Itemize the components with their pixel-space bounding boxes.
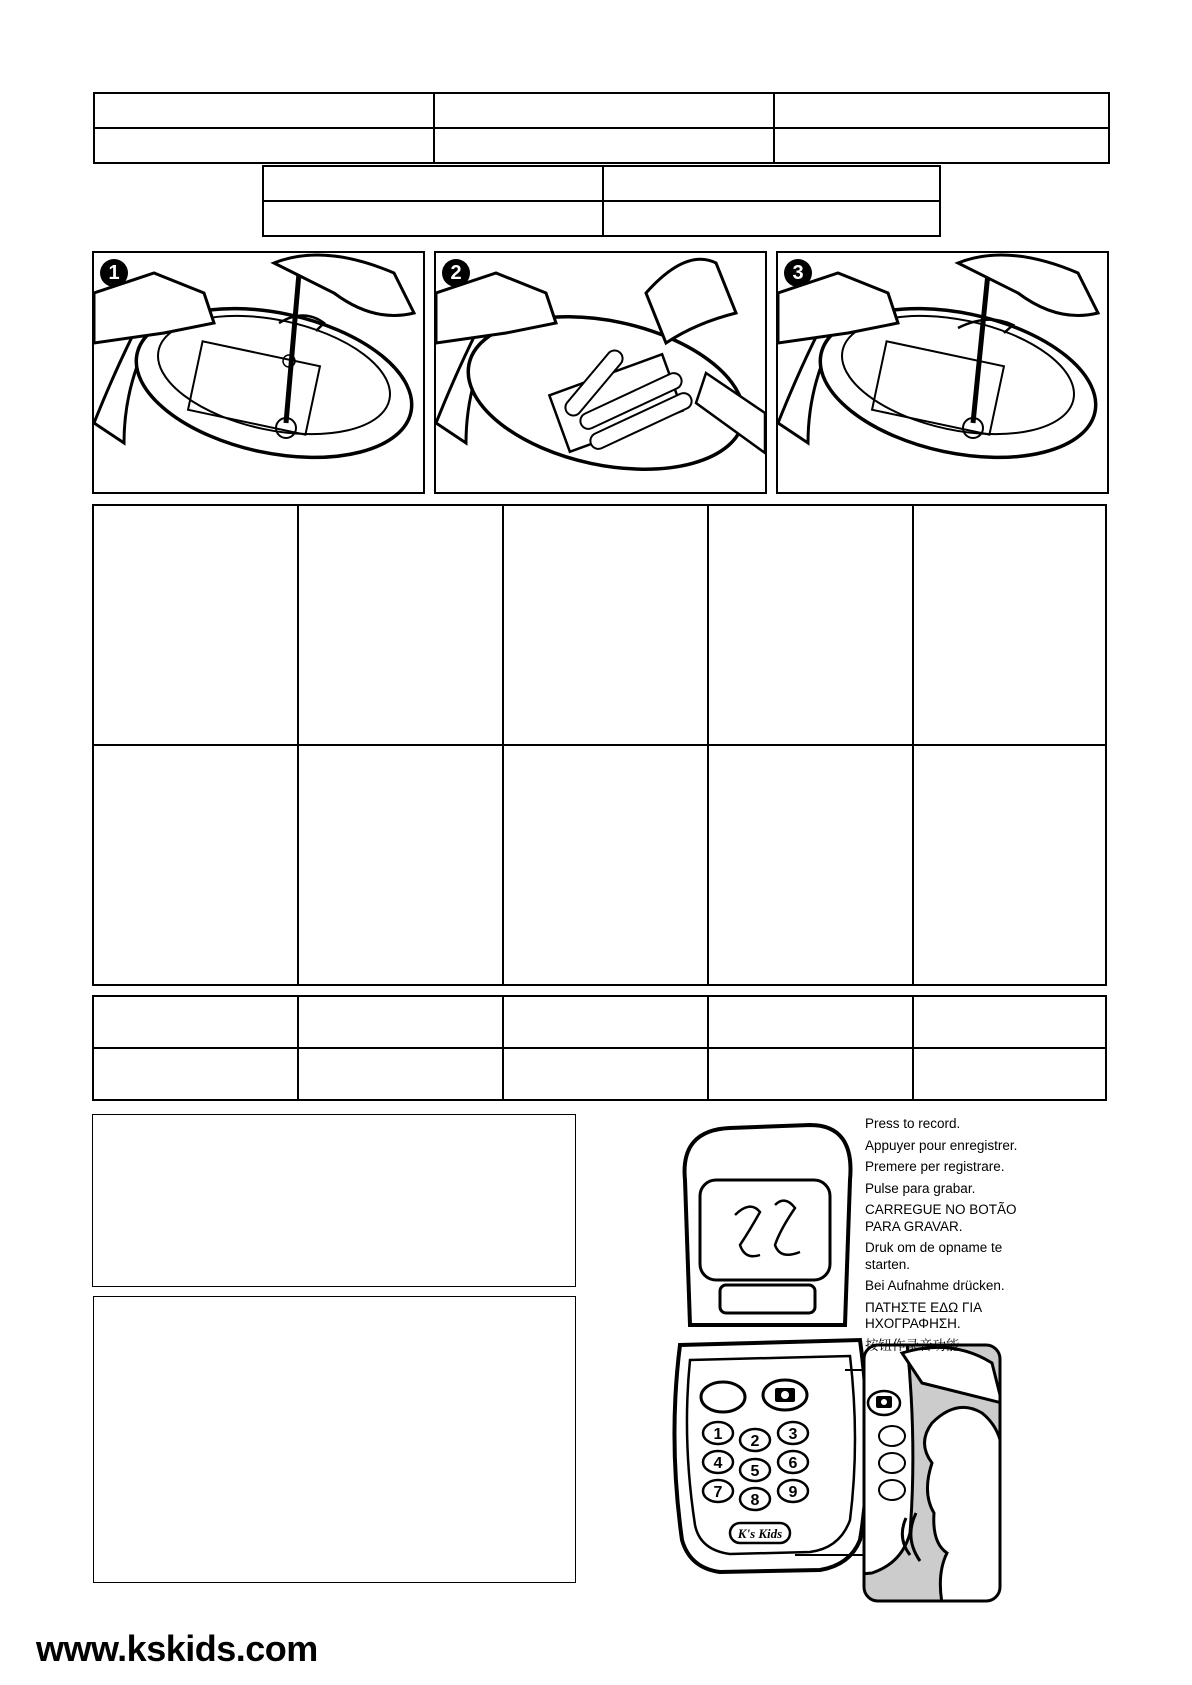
- step-2-panel: [434, 251, 767, 494]
- record-instruction-de: Bei Aufnahme drücken.: [865, 1278, 1005, 1293]
- step-1-panel: [92, 251, 425, 494]
- phone-key-4: 4: [713, 1455, 723, 1472]
- website-url[interactable]: www.kskids.com: [36, 1628, 318, 1669]
- phone-key-8: 8: [750, 1492, 760, 1509]
- step-3-number: 3: [784, 259, 812, 287]
- text-box-upper: [92, 1114, 576, 1287]
- record-instruction-el: ΠΑΤΗΣΤΕ ΕΔΩ ΓΙΑ ΗΧΟΓΡΑΦΗΣΗ.: [865, 1299, 982, 1331]
- phone-key-9: 9: [788, 1484, 798, 1501]
- phone-key-3: 3: [788, 1426, 798, 1443]
- phone-brand-logo: K's Kids: [737, 1526, 783, 1541]
- record-instruction-pt: CARREGUE NO BOTÃO PARA GRAVAR.: [865, 1202, 1017, 1234]
- phone-key-5: 5: [750, 1463, 760, 1480]
- battery-insert-icon: [436, 253, 765, 492]
- middle-table-small: [92, 995, 1107, 1101]
- step-2-number: 2: [442, 259, 470, 287]
- record-zoom-inset: [862, 1343, 1002, 1603]
- record-instruction-zh: 按钮作录音功能: [865, 1337, 960, 1353]
- phone-key-7: 7: [713, 1484, 723, 1501]
- top-table-1: [93, 92, 1110, 164]
- screwdriver-unscrew-icon: [94, 253, 423, 492]
- phone-key-6: 6: [788, 1455, 798, 1472]
- middle-table-large: [92, 504, 1107, 986]
- step-1-number: 1: [100, 259, 128, 287]
- phone-key-2: 2: [750, 1433, 760, 1450]
- record-instructions: [865, 1116, 1145, 1359]
- record-instruction-fr: Appuyer pour enregistrer.: [865, 1137, 1018, 1153]
- step-3-panel: [776, 251, 1109, 494]
- text-box-lower: [93, 1296, 576, 1583]
- record-instruction-es: Pulse para grabar.: [865, 1180, 976, 1196]
- top-table-2: [262, 165, 941, 237]
- phone-key-1: 1: [713, 1426, 723, 1443]
- record-instruction-it: Premere per registrare.: [865, 1159, 1005, 1174]
- record-instruction-en: Press to record.: [865, 1116, 961, 1131]
- screwdriver-screw-icon: [778, 253, 1107, 492]
- record-instruction-nl: Druk om de opname te starten.: [865, 1240, 1003, 1272]
